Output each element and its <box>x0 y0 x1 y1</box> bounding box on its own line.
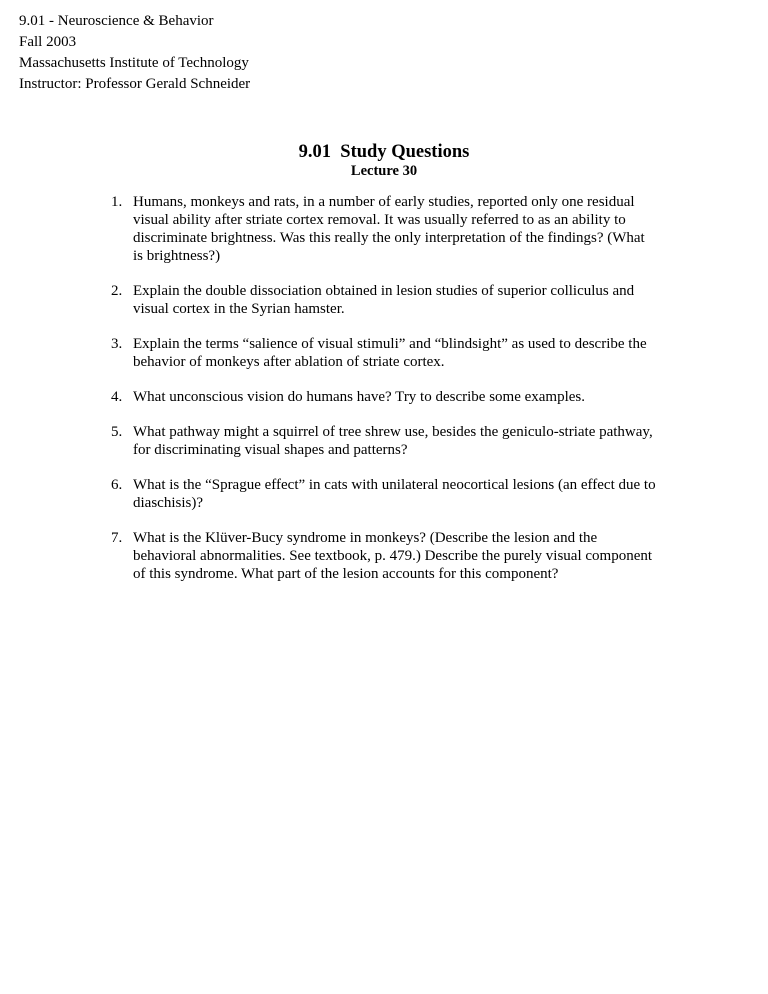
question-number: 5. <box>111 424 123 440</box>
question-text: Explain the terms “salience of visual stimuli” and “blindsight” as used to describe the behavior of monkeys after ablation of striate cortex. <box>133 336 647 370</box>
question-item <box>111 282 656 318</box>
question-text: Humans, monkeys and rats, in a number of early studies, reported only one residual visual ability after striate cortex removal. It was usually referred to as an ability to discriminate brightness. Was this really the only interpretation of the findings? (What is brightness?) <box>133 194 645 264</box>
question-number: 6. <box>111 477 123 493</box>
question-item <box>111 335 656 371</box>
question-item <box>111 388 656 406</box>
question-text: What pathway might a squirrel of tree shrew use, besides the geniculo-striate pathway, for discriminating visual shapes and patterns? <box>133 424 653 458</box>
question-item <box>111 423 656 459</box>
question-number: 1. <box>111 194 123 210</box>
question-item <box>111 193 656 265</box>
question-number: 7. <box>111 530 123 546</box>
question-number: 2. <box>111 283 123 299</box>
document-title: 9.01 Study Questions <box>298 142 470 162</box>
question-item <box>111 476 656 512</box>
course-header <box>19 11 250 95</box>
course-name: 9.01 - Neuroscience & Behavior <box>19 13 214 29</box>
question-text: What unconscious vision do humans have? Try to describe some examples. <box>133 389 586 405</box>
institution-name: Massachusetts Institute of Technology <box>19 55 249 71</box>
question-text: What is the Klüver-Bucy syndrome in monkeys? (Describe the lesion and the behavioral abnormalities. See textbook, p. 479.) Describe the purely visual component of this syndrome. What part of the lesion accounts for this component? <box>133 530 653 582</box>
document-subtitle: Lecture 30 <box>350 163 418 179</box>
question-number: 4. <box>111 389 123 405</box>
question-number: 3. <box>111 336 123 352</box>
instructor-name: Instructor: Professor Gerald Schneider <box>19 76 251 92</box>
question-text: Explain the double dissociation obtained in lesion studies of superior colliculus and visual cortex in the Syrian hamster. <box>133 283 635 317</box>
course-term: Fall 2003 <box>19 34 77 50</box>
question-text: What is the “Sprague effect” in cats with unilateral neocortical lesions (an effect due to diaschisis)? <box>133 477 656 511</box>
question-list <box>111 193 656 600</box>
question-item <box>111 529 656 583</box>
